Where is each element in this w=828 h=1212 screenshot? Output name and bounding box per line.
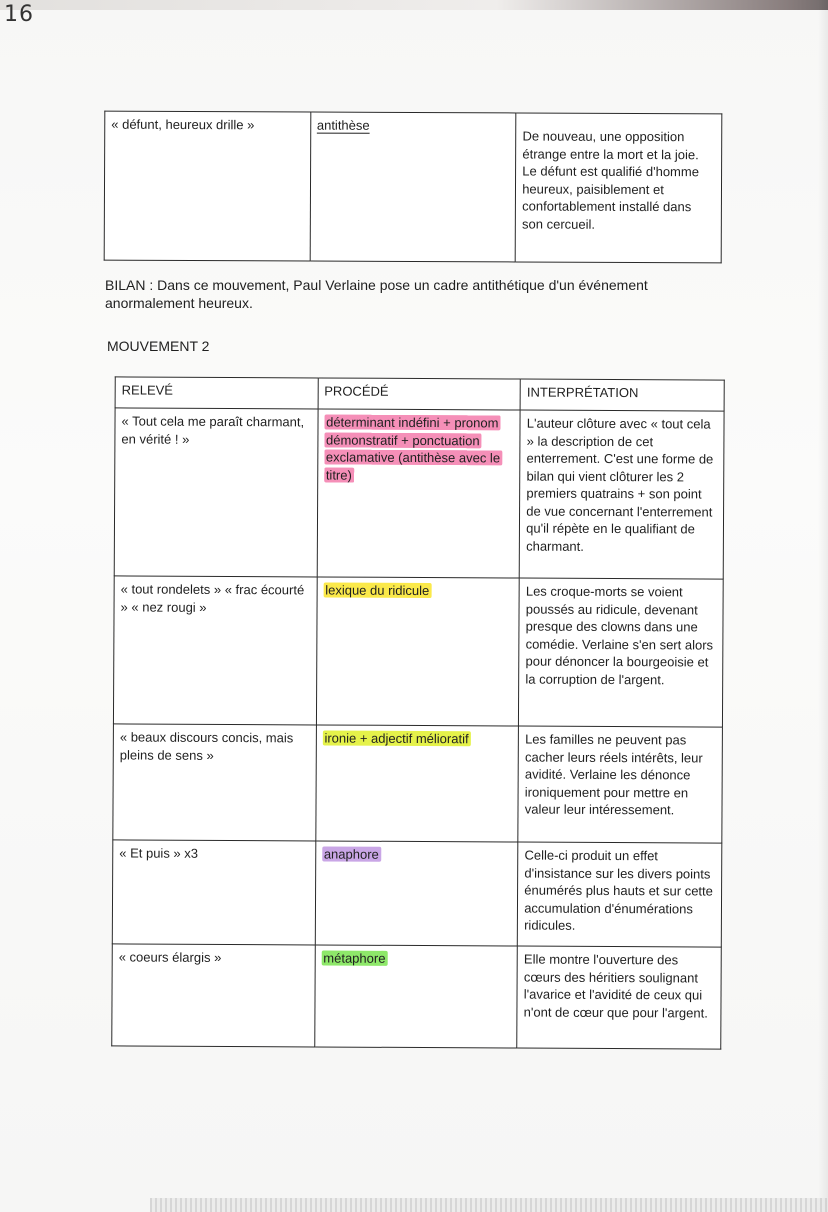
- page-number: 16: [4, 2, 34, 27]
- procede-cell: [316, 577, 519, 726]
- interpretation-text: Les familles ne peuvent pas cacher leurs réels intérêts, leur avidité. Verlaine les dénonce ironiquement pour mettre en valeur leur intéressement.: [524, 731, 703, 818]
- releve-cell: [112, 840, 315, 945]
- releve-text: « beaux discours concis, mais pleins de sens »: [119, 729, 294, 763]
- interpretation-cell: [518, 726, 722, 843]
- interpretation-text: Les croque-morts se voient poussés au ridicule, devenant presque des clowns dans une comédie. Verlaine s'en sert alors pour dénoncer la bourgeoisie et la corruption de l'argent.: [525, 583, 714, 687]
- interpretation-text: Elle montre l'ouverture des cœurs des héritiers soulignant l'avarice et l'avidité de ceux qui n'ont de cœur que pour l'argent.: [523, 951, 708, 1021]
- releve-text: « coeurs élargis »: [118, 949, 222, 965]
- interpretation-cell: [518, 842, 722, 947]
- table-row: [112, 840, 722, 947]
- header-procede: PROCÉDÉ: [318, 378, 521, 410]
- procede-cell: [314, 945, 517, 1048]
- header-interpretation: INTERPRÉTATION: [520, 379, 724, 411]
- procede-highlight: anaphore: [323, 846, 379, 862]
- table-header-row: [115, 377, 724, 411]
- releve-cell: [104, 111, 310, 261]
- procede-highlight: ironie + adjectif mélioratif: [324, 730, 469, 747]
- interpretation-cell: [519, 578, 724, 727]
- top-edge-shadow: [0, 0, 828, 10]
- table-row: [114, 408, 724, 579]
- releve-text: « Et puis » x3: [119, 845, 199, 861]
- movement-2-table: [111, 376, 724, 1049]
- table-row: [113, 724, 723, 843]
- movement-1-table-continuation: [104, 111, 723, 264]
- releve-cell: [114, 408, 317, 577]
- interpretation-text: De nouveau, une opposition étrange entre la mort et la joie. Le défunt est qualifié d'homme heureux, paisiblement et confortablement installé dans son cercueil.: [522, 128, 699, 232]
- procede-cell: [315, 725, 518, 842]
- procede-highlight: déterminant indéfini + pronom démonstratif + ponctuation exclamative (antithèse avec le titre): [325, 414, 501, 483]
- header-releve: RELEVÉ: [115, 377, 318, 409]
- releve-cell: [113, 576, 316, 725]
- releve-cell: [112, 944, 315, 1047]
- interpretation-cell: [519, 410, 724, 579]
- interpretation-text: Celle-ci produit un effet d'insistance sur les divers points énumérés plus hauts et sur cette accumulation d'énumérations ridicules.: [524, 847, 713, 933]
- procede-text: antithèse: [316, 117, 370, 133]
- procede-cell: [310, 112, 516, 262]
- bilan-paragraph: BILAN : Dans ce mouvement, Paul Verlaine pose un cadre antithétique d'un événement anormalement heureux.: [105, 277, 648, 311]
- interpretation-cell: [515, 113, 721, 263]
- procede-cell: [317, 409, 521, 578]
- releve-text: « défunt, heureux drille »: [111, 116, 255, 133]
- interpretation-cell: [517, 946, 721, 1049]
- binder-strip: [150, 1198, 828, 1212]
- table-row: [113, 576, 723, 727]
- right-edge-shadow: [818, 0, 828, 1212]
- procede-cell: [315, 841, 518, 946]
- movement-heading: MOUVEMENT 2: [107, 338, 210, 354]
- procede-highlight: lexique du ridicule: [325, 582, 430, 599]
- releve-cell: [113, 724, 316, 841]
- interpretation-text: L'auteur clôture avec « tout cela » la description de cet enterrement. C'est une forme de bilan qui vient clôturer les 2 premiers quatrains + son point de vue concernant l'enterrement qu'il répète en le qualifiant de charmant.: [526, 415, 714, 554]
- releve-text: « tout rondelets » « frac écourté » « nez rougi »: [120, 581, 305, 615]
- table-row: [104, 111, 722, 263]
- table-row: [112, 944, 722, 1049]
- releve-text: « Tout cela me paraît charmant, en vérité ! »: [121, 413, 305, 447]
- procede-highlight: métaphore: [323, 950, 386, 966]
